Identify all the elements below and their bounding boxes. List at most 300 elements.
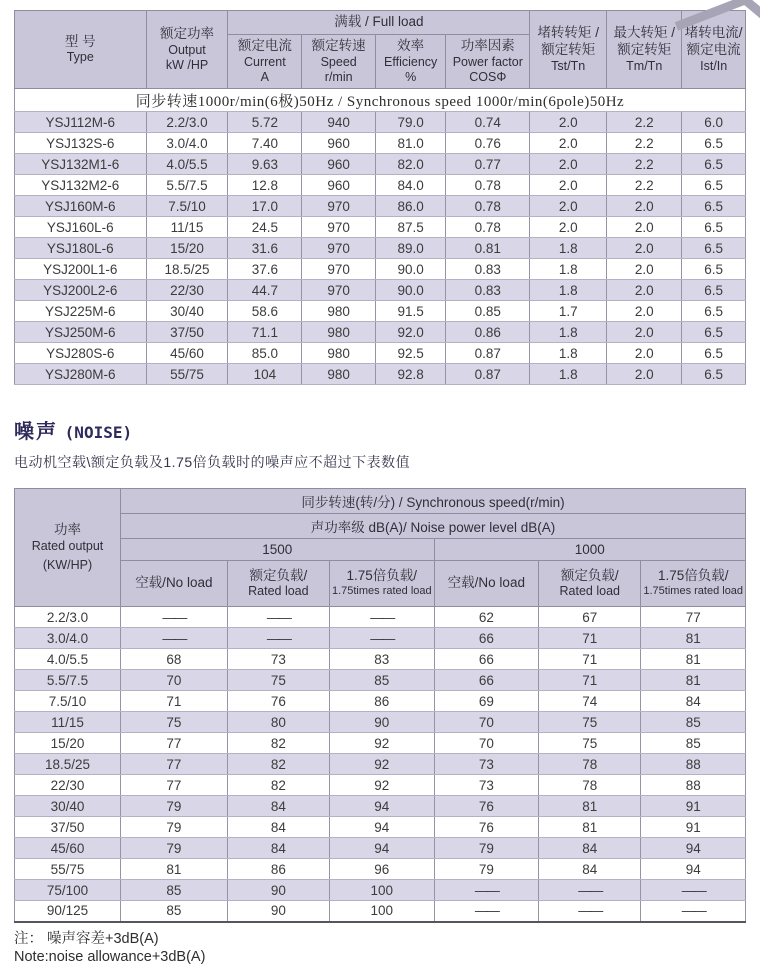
value-cell: 2.2 [607,112,682,133]
value-cell: 92.8 [376,364,446,385]
value-cell: 2.0 [607,322,682,343]
value-cell: 79 [434,838,539,859]
value-cell: 82 [227,754,329,775]
value-cell: 970 [302,280,376,301]
value-cell: —— [227,607,329,628]
value-cell: 91 [641,817,746,838]
value-cell: 77 [641,607,746,628]
table-row [15,901,746,922]
value-cell: 5.72 [228,112,302,133]
value-cell: 78 [539,775,641,796]
value-cell: 71 [539,649,641,670]
col-header-full-load [228,11,530,35]
value-cell: 0.81 [446,238,530,259]
header-noise-power-level: 声功率级 dB(A)/ Noise power level dB(A) [120,514,745,539]
value-cell: 960 [302,175,376,196]
col-header-current-unit: A [260,69,270,84]
value-cell: 84 [227,796,329,817]
col-header-speed-unit: r/min [324,69,353,84]
col-header-rated-load-1000 [539,561,641,607]
row-label-cell: 3.0/4.0 [15,628,121,649]
value-cell: 17.0 [228,196,302,217]
sync-speed-label: 同步转速1000r/min(6极)50Hz / Synchronous speed 1000r/min(6pole)50Hz [15,89,746,112]
row-label-cell: 30/40 [15,796,121,817]
table-row [15,607,746,628]
row-label-cell: 15/20 [15,733,121,754]
value-cell: 75 [539,733,641,754]
value-cell: 6.5 [682,343,746,364]
value-cell: 77 [120,754,227,775]
value-cell: 0.77 [446,154,530,175]
value-cell: 66 [434,649,539,670]
value-cell: 69 [434,691,539,712]
value-cell: 2.0 [530,196,607,217]
value-cell: 2.0 [530,112,607,133]
table-row [15,817,746,838]
value-cell: 67 [539,607,641,628]
value-cell: —— [120,628,227,649]
rated-load-zh: 额定负载/ [249,567,308,583]
value-cell: 75 [539,712,641,733]
table-row [15,670,746,691]
row-label-cell: YSJ200L1-6 [15,259,147,280]
col-header-no-load-1500 [120,561,227,607]
corner-band-icon [675,0,745,31]
value-cell: 92.5 [376,343,446,364]
row-label-cell: YSJ132S-6 [15,133,147,154]
table-row [15,880,746,901]
value-cell: 6.5 [682,280,746,301]
row-label-cell: YSJ225M-6 [15,301,147,322]
col-header-output [146,11,228,89]
times-load-zh: 1.75倍负载/ [657,568,729,584]
value-cell: 71 [120,691,227,712]
value-cell: 31.6 [228,238,302,259]
row-label-cell: 22/30 [15,775,121,796]
value-cell: 70 [434,712,539,733]
value-cell: 79.0 [376,112,446,133]
value-cell: 30/40 [146,301,228,322]
value-cell: 84 [539,859,641,880]
value-cell: 85 [120,880,227,901]
value-cell: 79 [120,796,227,817]
col-header-speed-en: Speed [320,54,357,69]
row-label-cell: 5.5/7.5 [15,670,121,691]
value-cell: 81 [539,796,641,817]
value-cell: —— [641,880,746,901]
table-row [15,280,746,301]
value-cell: 970 [302,238,376,259]
value-cell: 1.8 [530,280,607,301]
value-cell: 7.40 [228,133,302,154]
value-cell: 66 [434,628,539,649]
table-row [15,154,746,175]
table-row [15,649,746,670]
table-row [15,628,746,649]
col-header-rated-output-en: Rated output [31,538,104,553]
value-cell: —— [434,901,539,922]
value-cell: 85.0 [228,343,302,364]
value-cell: 2.0 [530,133,607,154]
times-load-en: 1.75times rated load [331,585,432,598]
value-cell: 82.0 [376,154,446,175]
value-cell: 55/75 [146,364,228,385]
value-cell: 44.7 [228,280,302,301]
col-header-output-zh: 额定功率 [160,26,214,42]
value-cell: 18.5/25 [146,259,228,280]
value-cell: 0.78 [446,217,530,238]
col-header-full-load-label: 满载 / Full load [334,14,424,30]
value-cell: 76 [434,796,539,817]
value-cell: 7.5/10 [146,196,228,217]
value-cell: 3.0/4.0 [146,133,228,154]
value-cell: 0.76 [446,133,530,154]
value-cell: 22/30 [146,280,228,301]
col-header-current-en: Current [244,54,286,69]
rated-load-zh: 额定负载/ [560,567,619,583]
row-label-cell: YSJ200L2-6 [15,280,147,301]
value-cell: 2.0 [607,280,682,301]
value-cell: 6.5 [682,175,746,196]
value-cell: 0.87 [446,364,530,385]
value-cell: 2.2 [607,175,682,196]
value-cell: 71 [539,670,641,691]
value-cell: —— [120,607,227,628]
col-header-ist-zh2: 额定电流 [686,42,741,57]
times-load-en: 1.75times rated load [643,585,744,598]
value-cell: 104 [228,364,302,385]
value-cell: 83 [330,649,435,670]
note-en: Note:noise allowance+3dB(A) [14,948,206,965]
noise-table [14,488,746,923]
row-label-cell: YSJ132M2-6 [15,175,147,196]
value-cell: —— [539,880,641,901]
col-header-pf-unit: COSΦ [469,69,507,84]
row-label-cell: 11/15 [15,712,121,733]
col-header-pf-en: Power factor [452,54,523,69]
col-header-tst-tn [530,11,607,89]
table-row [15,259,746,280]
value-cell: 77 [120,775,227,796]
value-cell: 1.8 [530,238,607,259]
value-cell: 6.5 [682,322,746,343]
value-cell: 0.83 [446,280,530,301]
sync-speed-row [15,89,746,112]
value-cell: 94 [330,838,435,859]
value-cell: 78 [539,754,641,775]
col-header-tst-zh1: 堵转转矩 / [537,25,599,41]
value-cell: 81 [539,817,641,838]
value-cell: 980 [302,364,376,385]
col-header-rated-load-1500 [227,561,329,607]
value-cell: 0.86 [446,322,530,343]
value-cell: —— [539,901,641,922]
row-label-cell: 2.2/3.0 [15,607,121,628]
value-cell: 2.0 [607,196,682,217]
col-header-pf-zh: 功率因素 [460,38,515,54]
row-label-cell: 55/75 [15,859,121,880]
value-cell: 1.8 [530,343,607,364]
value-cell: 9.63 [228,154,302,175]
table-row [15,775,746,796]
value-cell: 2.2 [607,154,682,175]
value-cell: —— [641,901,746,922]
value-cell: 85 [330,670,435,691]
no-load-label: 空载/No load [135,575,213,591]
value-cell: 6.5 [682,196,746,217]
value-cell: 2.0 [607,238,682,259]
value-cell: 84.0 [376,175,446,196]
row-label-cell: YSJ180L-6 [15,238,147,259]
value-cell: 82 [227,775,329,796]
value-cell: 84 [641,691,746,712]
col-header-rated-output-zh: 功率 [53,522,81,538]
table-row [15,733,746,754]
value-cell: 70 [434,733,539,754]
value-cell: —— [330,628,435,649]
col-header-rated-output-unit: (KW/HP) [42,557,93,572]
value-cell: 80 [227,712,329,733]
table-row [15,217,746,238]
value-cell: 6.5 [682,259,746,280]
value-cell: 2.0 [607,364,682,385]
value-cell: 81 [641,628,746,649]
row-label-cell: 45/60 [15,838,121,859]
row-label-cell: YSJ112M-6 [15,112,147,133]
value-cell: 85 [641,712,746,733]
noise-section-title [14,415,760,445]
value-cell: 91 [641,796,746,817]
value-cell: 0.74 [446,112,530,133]
col-header-output-unit: kW /HP [165,57,209,72]
table-row [15,238,746,259]
value-cell: 37/50 [146,322,228,343]
value-cell: 81.0 [376,133,446,154]
value-cell: 92 [330,733,435,754]
value-cell: 6.5 [682,133,746,154]
value-cell: 0.83 [446,259,530,280]
value-cell: 2.0 [607,301,682,322]
col-header-eff-zh: 效率 [397,38,425,54]
value-cell: 980 [302,301,376,322]
value-cell: 92 [330,775,435,796]
row-label-cell: YSJ160M-6 [15,196,147,217]
row-label-cell: 4.0/5.5 [15,649,121,670]
value-cell: 0.85 [446,301,530,322]
table-row [15,364,746,385]
value-cell: 100 [330,880,435,901]
value-cell: 2.2/3.0 [146,112,228,133]
col-header-type [15,11,147,89]
value-cell: 75 [227,670,329,691]
value-cell: 2.0 [530,175,607,196]
col-header-output-en: Output [168,42,206,57]
value-cell: 92 [330,754,435,775]
value-cell: 86 [330,691,435,712]
value-cell: 970 [302,196,376,217]
value-cell: 88 [641,754,746,775]
row-label-cell: YSJ250M-6 [15,322,147,343]
value-cell: 37.6 [228,259,302,280]
value-cell: 94 [641,859,746,880]
col-header-efficiency [376,35,446,89]
value-cell: 45/60 [146,343,228,364]
value-cell: 0.87 [446,343,530,364]
header-speed-1500: 1500 [120,539,434,561]
value-cell: 62 [434,607,539,628]
col-header-speed [302,35,376,89]
col-header-tst-zh2: 额定转矩 [541,42,596,57]
col-header-eff-en: Efficiency [384,54,438,69]
value-cell: 2.2 [607,133,682,154]
no-load-label: 空载/No load [447,575,525,591]
value-cell: 90.0 [376,259,446,280]
value-cell: 71 [539,628,641,649]
value-cell: 970 [302,259,376,280]
value-cell: 66 [434,670,539,691]
value-cell: 90 [227,880,329,901]
value-cell: 84 [539,838,641,859]
value-cell: 96 [330,859,435,880]
value-cell: 76 [227,691,329,712]
value-cell: 90 [330,712,435,733]
value-cell: 1.8 [530,364,607,385]
value-cell: 79 [434,859,539,880]
value-cell: 84 [227,817,329,838]
value-cell: 85 [120,901,227,922]
table-row [15,859,746,880]
value-cell: 85 [641,733,746,754]
value-cell: 94 [641,838,746,859]
value-cell: 73 [227,649,329,670]
col-header-tm-en: Tm/Tn [626,58,663,73]
value-cell: —— [227,628,329,649]
value-cell: 74 [539,691,641,712]
rated-load-en: Rated load [248,584,309,599]
row-label-cell: 37/50 [15,817,121,838]
col-header-tm-zh1: 最大转矩 / [613,25,675,41]
value-cell: 86.0 [376,196,446,217]
table-row [15,196,746,217]
value-cell: 0.78 [446,175,530,196]
value-cell: 2.0 [607,343,682,364]
value-cell: 11/15 [146,217,228,238]
value-cell: 2.0 [607,259,682,280]
value-cell: 76 [434,817,539,838]
value-cell: —— [434,880,539,901]
table-notes [14,930,760,966]
table-row [15,112,746,133]
col-header-eff-unit: % [405,69,417,84]
value-cell: 77 [120,733,227,754]
value-cell: 82 [227,733,329,754]
value-cell: 91.5 [376,301,446,322]
col-header-rated-output [15,489,121,607]
value-cell: 89.0 [376,238,446,259]
col-header-speed-zh: 额定转速 [311,38,366,54]
value-cell: —— [330,607,435,628]
table-row [15,322,746,343]
col-header-current-zh: 额定电流 [237,38,292,54]
value-cell: 75 [120,712,227,733]
table-row [15,691,746,712]
value-cell: 1.7 [530,301,607,322]
motor-spec-table [14,10,746,385]
table-row [15,133,746,154]
header-speed-1000: 1000 [434,539,745,561]
value-cell: 940 [302,112,376,133]
noise-title-zh: 噪声 [14,421,58,443]
table-row [15,301,746,322]
value-cell: 86 [227,859,329,880]
table-row [15,712,746,733]
value-cell: 4.0/5.5 [146,154,228,175]
value-cell: 73 [434,754,539,775]
note-zh: 注： 噪声容差+3dB(A) [14,930,159,947]
col-header-tm-zh2: 额定转矩 [617,42,672,57]
col-header-type-zh: 型 号 [64,33,96,49]
value-cell: 1.8 [530,259,607,280]
value-cell: 88 [641,775,746,796]
value-cell: 2.0 [607,217,682,238]
value-cell: 15/20 [146,238,228,259]
value-cell: 58.6 [228,301,302,322]
times-load-zh: 1.75倍负载/ [346,568,418,584]
value-cell: 81 [641,649,746,670]
col-header-ist-en: Ist/In [700,58,728,73]
table-row [15,754,746,775]
col-header-ist-zh1: 堵转电流/ [684,25,743,41]
value-cell: 94 [330,817,435,838]
value-cell: 2.0 [530,154,607,175]
value-cell: 70 [120,670,227,691]
value-cell: 960 [302,154,376,175]
row-label-cell: YSJ160L-6 [15,217,147,238]
value-cell: 6.0 [682,112,746,133]
value-cell: 79 [120,838,227,859]
row-label-cell: 18.5/25 [15,754,121,775]
value-cell: 24.5 [228,217,302,238]
value-cell: 84 [227,838,329,859]
col-header-type-en: Type [66,50,94,65]
value-cell: 6.5 [682,301,746,322]
value-cell: 970 [302,217,376,238]
col-header-175-load-1000 [641,561,746,607]
row-label-cell: YSJ280S-6 [15,343,147,364]
table-row [15,838,746,859]
value-cell: 960 [302,133,376,154]
value-cell: 6.5 [682,154,746,175]
value-cell: 92.0 [376,322,446,343]
row-label-cell: YSJ132M1-6 [15,154,147,175]
value-cell: 87.5 [376,217,446,238]
noise-section-subtitle: 电动机空载\额定负载及1.75倍负载时的噪声应不超过下表数值 [14,454,411,470]
row-label-cell: 7.5/10 [15,691,121,712]
corner-decoration [670,0,760,42]
rated-load-en: Rated load [559,584,620,599]
value-cell: 6.5 [682,238,746,259]
value-cell: 5.5/7.5 [146,175,228,196]
value-cell: 90.0 [376,280,446,301]
header-sync-speed: 同步转速(转/分) / Synchronous speed(r/min) [120,489,745,514]
value-cell: 980 [302,343,376,364]
noise-title-en: (NOISE) [64,423,133,442]
value-cell: 73 [434,775,539,796]
value-cell: 980 [302,322,376,343]
table-row [15,343,746,364]
col-header-current [228,35,302,89]
col-header-power-factor [446,35,530,89]
